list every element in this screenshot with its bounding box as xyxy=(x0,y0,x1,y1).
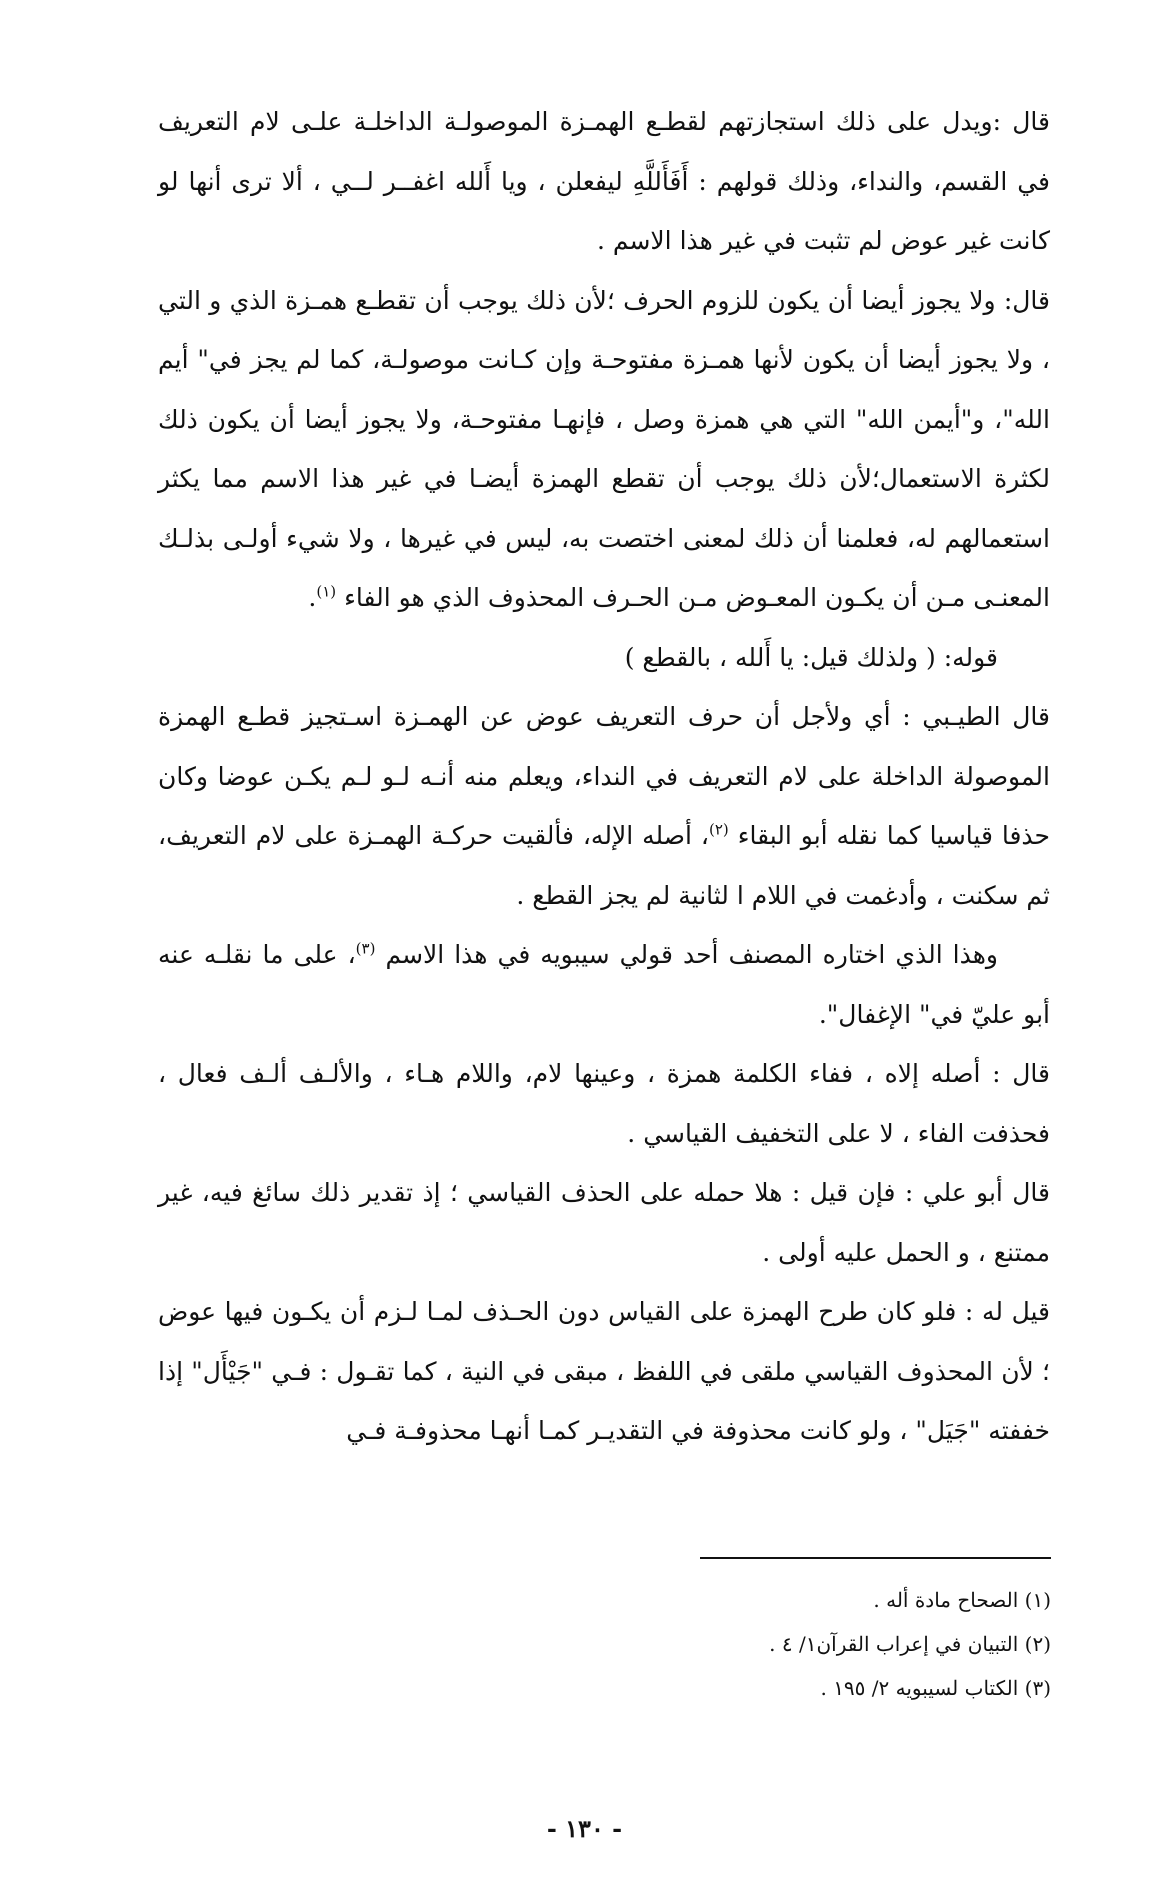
footnote-ref-2: (٢) xyxy=(708,820,729,839)
paragraph-2-end: . xyxy=(308,583,317,612)
main-text xyxy=(158,92,1050,1461)
paragraph-1: قال :ويدل على ذلك استجازتهم لقطـع الهمـزة الموصولـة الداخلـة علـى لام التعريف في القسم، والنداء، وذلك قولهم : أَفَأَللَّهِ ليفعلن ، ويا أَلله اغفــر لــي ، ألا ترى أنها لو كانت غير عوض لم تثبت في غير هذا الاسم . xyxy=(158,107,1050,255)
paragraph-8: قيل له : فلو كان طرح الهمزة على القياس دون الحـذف لمـا لـزم أن يكـون فيها عوض ؛ لأن المحذوف القياسي ملقى في اللفظ ، مبقى في النية ، كما تقـول : فـي "جَيْأَل" إذا خففته "جَيَل" ، ولو كانت محذوفة في التقديـر كمـا أنهـا محذوفـة فـي xyxy=(158,1297,1050,1445)
paragraph-6: قال : أصله إلاه ، ففاء الكلمة همزة ، وعينها لام، واللام هـاء ، والألـف ألـف فعال ، فحذفت الفاء ، لا على التخفيف القياسي . xyxy=(158,1059,1050,1148)
footnote-3: (٣) الكتاب لسيبويه ٢/ ١٩٥ . xyxy=(820,1676,1051,1700)
footnotes xyxy=(400,1578,1051,1710)
footnote-ref-1: (١) xyxy=(316,582,337,601)
footnote-ref-3: (٣) xyxy=(355,939,376,958)
paragraph-3: قوله: ( ولذلك قيل: يا أَلله ، بالقطع ) xyxy=(624,642,998,672)
page-number: - ١٣٠ - xyxy=(546,1814,623,1843)
footnote-separator xyxy=(700,1557,1051,1559)
paragraph-2 xyxy=(158,271,1050,628)
paragraph-7: قال أبو علي : فإن قيل : هلا حمله على الحذف القياسي ؛ إذ تقدير ذلك سائغ فيه، غير ممتنع ، و الحمل عليه أولى . xyxy=(158,1178,1050,1267)
footnote-2: (٢) التبيان في إعراب القرآن١/ ٤ . xyxy=(769,1632,1051,1656)
paragraph-4 xyxy=(158,687,1050,925)
footnote-1: (١) الصحاح مادة أله . xyxy=(873,1588,1051,1612)
paragraph-4-text: قال الطيـبي : أي ولأجل أن حرف التعريف عوض عن الهمـزة اسـتجيز قطـع الهمزة الموصولة الداخلة على لام التعريف في النداء، ويعلم منه أنـه لـو لـم يكـن عوضا وكان حذفا قياسيا كما نقله أبو البقاء xyxy=(158,702,1050,850)
paragraph-2-text: قال: ولا يجوز أيضا أن يكون للزوم الحرف ؛لأن ذلك يوجب أن تقطـع همـزة الذي و التي ، ولا يجوز أيضا أن يكون لأنها همـزة مفتوحـة وإن كـانت موصولـة، كما لم يجز في" أيم الله"، و"أيمن الله" التي هي همزة وصل ، فإنهـا مفتوحـة، ولا يجوز أيضا أن يكون ذلك لكثرة الاستعمال؛لأن ذلك يوجب أن تقطع الهمزة أيضـا في غير هذا الاسم مما يكثر استعمالهم له، فعلمنا أن ذلك لمعنى اختصت به، ليس في غيرها ، ولا شيء أولـى بذلـك المعنـى مـن أن يكـون المعـوض مـن الحـرف المحذوف الذي هو الفاء xyxy=(158,285,1050,612)
paragraph-5-end: ، على ما نقلـه عنه أبو عليّ في" الإغفال". xyxy=(158,940,1050,1029)
paragraph-5 xyxy=(158,925,1050,1044)
paragraph-5-text: وهذا الذي اختاره المصنف أحد قولي سيبويه في هذا الاسم xyxy=(385,940,998,969)
paragraph-4-end: ، أصله الإله، فألقيت حركـة الهمـزة على لام التعريف، ثم سكنت ، وأدغمت في اللام ا لثانية لم يجز القطع . xyxy=(158,821,1050,910)
